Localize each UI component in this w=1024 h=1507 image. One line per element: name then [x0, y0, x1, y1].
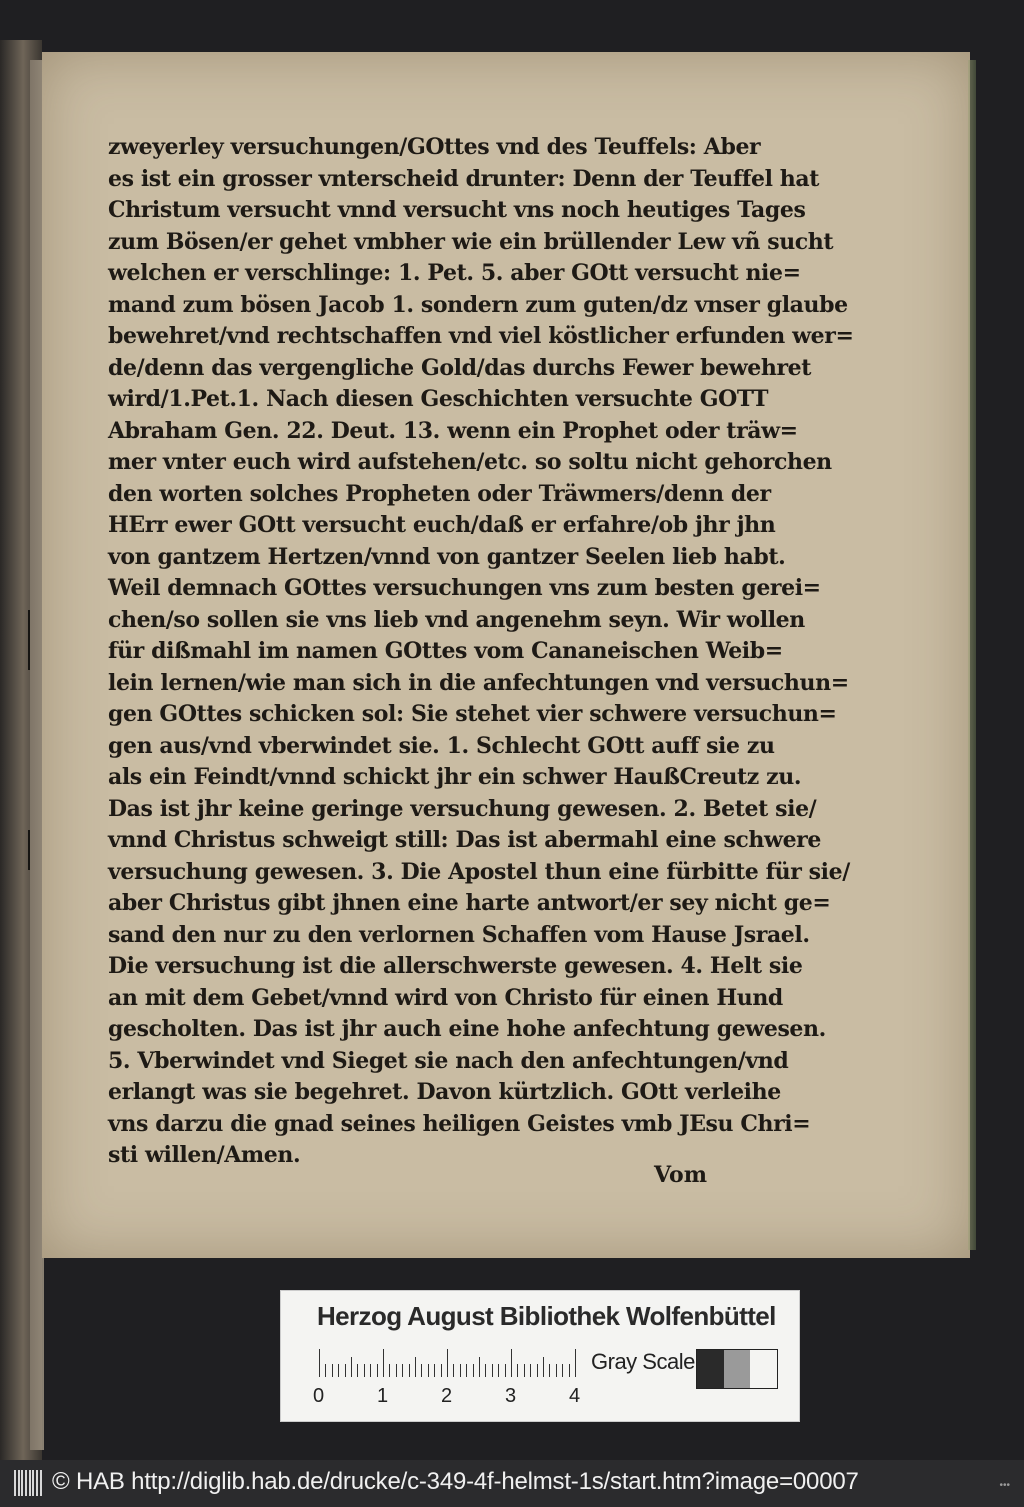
- text-line: de/denn das vergengliche Gold/das durchs Fewer bewehret: [108, 354, 812, 381]
- text-line: Abraham Gen. 22. Deut. 13. wenn ein Prophet oder träw=: [108, 417, 798, 444]
- ruler-tick: [428, 1364, 429, 1377]
- text-line: Weil demnach GOttes versuchungen vns zum besten gerei=: [108, 575, 821, 601]
- ruler-tick: [473, 1364, 474, 1377]
- ruler-tick: [441, 1364, 442, 1377]
- margin-mark: [28, 610, 36, 670]
- ruler-tick: [409, 1364, 410, 1377]
- text-line: Christum versucht vnnd versucht vns noch heutiges Tages: [108, 197, 806, 223]
- ruler-tick: [562, 1364, 563, 1377]
- ruler-tick: [530, 1364, 531, 1377]
- ruler-number: 0: [313, 1385, 325, 1407]
- gray-scale-label: Gray Scale: [591, 1349, 695, 1374]
- ruler-tick: [517, 1364, 518, 1377]
- library-name: Herzog August Bibliothek Wolfenbüttel: [317, 1301, 776, 1331]
- ruler-tick: [338, 1364, 339, 1377]
- text-line: HErr ewer GOtt versucht euch/daß er erfahre/ob jhr jhn: [108, 512, 776, 538]
- viewer-footer: [0, 1460, 1024, 1507]
- ruler-tick: [402, 1364, 403, 1377]
- ruler-tick: [524, 1364, 525, 1377]
- text-line: versuchung gewesen. 3. Die Apostel thun eine fürbitte für sie/: [108, 858, 850, 885]
- ruler-number: 1: [377, 1385, 389, 1407]
- ruler-tick: [549, 1364, 550, 1377]
- scale-ruler: [319, 1349, 575, 1377]
- text-line: aber Christus gibt jhnen eine harte antwort/er sey nicht ge=: [108, 890, 831, 916]
- ruler-tick: [447, 1349, 448, 1377]
- gray-swatch: [697, 1350, 724, 1388]
- more-options-icon[interactable]: •••: [999, 1480, 1010, 1491]
- ruler-tick: [466, 1364, 467, 1377]
- text-line: wird/1.Pet.1. Nach diesen Geschichten versuchte GOTT: [108, 386, 769, 412]
- ruler-number: 4: [569, 1385, 581, 1407]
- barcode-icon: [14, 1470, 42, 1496]
- footer-copyright-link[interactable]: © HAB http://diglib.hab.de/drucke/c-349-4f-helmst-1s/start.htm?image=00007: [52, 1468, 859, 1495]
- ruler-tick: [479, 1357, 480, 1377]
- ruler-tick: [556, 1364, 557, 1377]
- ruler-tick: [377, 1364, 378, 1377]
- ruler-tick: [485, 1364, 486, 1377]
- page-edge-strip: [968, 60, 976, 1250]
- gray-swatch: [750, 1350, 777, 1388]
- ruler-tick: [325, 1364, 326, 1377]
- gray-swatch: [724, 1350, 751, 1388]
- ruler-tick: [357, 1364, 358, 1377]
- text-line: chen/so sollen sie vns lieb vnd angenehm seyn. Wir wollen: [108, 606, 805, 633]
- text-line: Die versuchung ist die allerschwerste gewesen. 4. Helt sie: [108, 953, 803, 979]
- ruler-tick: [332, 1364, 333, 1377]
- text-line: gen aus/vnd vberwindet sie. 1. Schlecht GOtt auff sie zu: [108, 732, 775, 759]
- library-color-card: [280, 1290, 800, 1422]
- text-line: 5. Vberwindet vnd Sieget sie nach den anfechtungen/vnd: [108, 1047, 789, 1074]
- text-line: gen GOttes schicken sol: Sie stehet vier schwere versuchun=: [108, 701, 837, 727]
- text-line: gescholten. Das ist jhr auch eine hohe anfechtung gewesen.: [108, 1016, 826, 1042]
- text-line: den worten solches Propheten oder Träwmers/denn der: [108, 480, 771, 507]
- ruler-number: 2: [441, 1385, 453, 1407]
- text-line: welchen er verschlinge: 1. Pet. 5. aber GOtt versucht nie=: [108, 260, 801, 286]
- ruler-tick: [505, 1364, 506, 1377]
- ruler-tick: [569, 1364, 570, 1377]
- text-line: Das ist jhr keine geringe versuchung gewesen. 2. Betet sie/: [108, 795, 817, 822]
- text-line: von gantzem Hertzen/vnnd von gantzer Seelen lieb habt.: [108, 543, 786, 570]
- text-line: vns darzu die gnad seines heiligen Geistes vmb JEsu Chri=: [108, 1110, 811, 1137]
- text-line: sand den nur zu den verlornen Schaffen vom Hause Jsrael.: [108, 921, 810, 948]
- ruler-tick: [345, 1364, 346, 1377]
- book-page: [42, 52, 970, 1258]
- ruler-number: 3: [505, 1385, 517, 1407]
- ruler-tick: [434, 1364, 435, 1377]
- text-line: für dißmahl im namen GOttes vom Cananeischen Weib=: [108, 638, 783, 664]
- ruler-tick: [543, 1357, 544, 1377]
- margin-mark: [28, 830, 36, 870]
- text-line: sti willen/Amen.: [108, 1142, 301, 1168]
- ruler-numbers: [309, 1385, 589, 1409]
- ruler-tick: [537, 1364, 538, 1377]
- ruler-tick: [460, 1364, 461, 1377]
- ruler-tick: [383, 1349, 384, 1377]
- catchword: Vom: [654, 1162, 708, 1188]
- text-line: erlangt was sie begehret. Davon kürtzlich. GOtt verleihe: [108, 1079, 781, 1105]
- ruler-tick: [370, 1364, 371, 1377]
- ruler-tick: [511, 1349, 512, 1377]
- text-line: als ein Feindt/vnnd schickt jhr ein schwer HaußCreutz zu.: [108, 764, 802, 790]
- text-line: zweyerley versuchungen/GOttes vnd des Teuffels: Aber: [108, 134, 761, 160]
- ruler-tick: [396, 1364, 397, 1377]
- text-line: bewehret/vnd rechtschaffen vnd viel köstlicher erfunden wer=: [108, 323, 854, 349]
- ruler-tick: [492, 1364, 493, 1377]
- text-line: an mit dem Gebet/vnnd wird von Christo für einen Hund: [108, 984, 783, 1011]
- ruler-tick: [364, 1364, 365, 1377]
- ruler-tick: [351, 1357, 352, 1377]
- gray-scale-swatch: [696, 1349, 778, 1389]
- page-text: [108, 132, 854, 1172]
- ruler-tick: [498, 1364, 499, 1377]
- ruler-tick: [389, 1364, 390, 1377]
- ruler-tick: [453, 1364, 454, 1377]
- text-line: lein lernen/wie man sich in die anfechtungen vnd versuchun=: [108, 669, 849, 696]
- ruler-tick: [575, 1349, 576, 1377]
- text-line: vnnd Christus schweigt still: Das ist abermahl eine schwere: [108, 827, 821, 853]
- ruler-tick: [421, 1364, 422, 1377]
- text-line: mand zum bösen Jacob 1. sondern zum guten/dz vnser glaube: [108, 291, 848, 318]
- text-line: es ist ein grosser vnterscheid drunter: Denn der Teuffel hat: [108, 165, 820, 192]
- text-line: mer vnter euch wird aufstehen/etc. so soltu nicht gehorchen: [108, 449, 832, 475]
- text-line: zum Bösen/er gehet vmbher wie ein brüllender Lew vñ sucht: [108, 228, 834, 255]
- ruler-tick: [415, 1357, 416, 1377]
- ruler-tick: [319, 1349, 320, 1377]
